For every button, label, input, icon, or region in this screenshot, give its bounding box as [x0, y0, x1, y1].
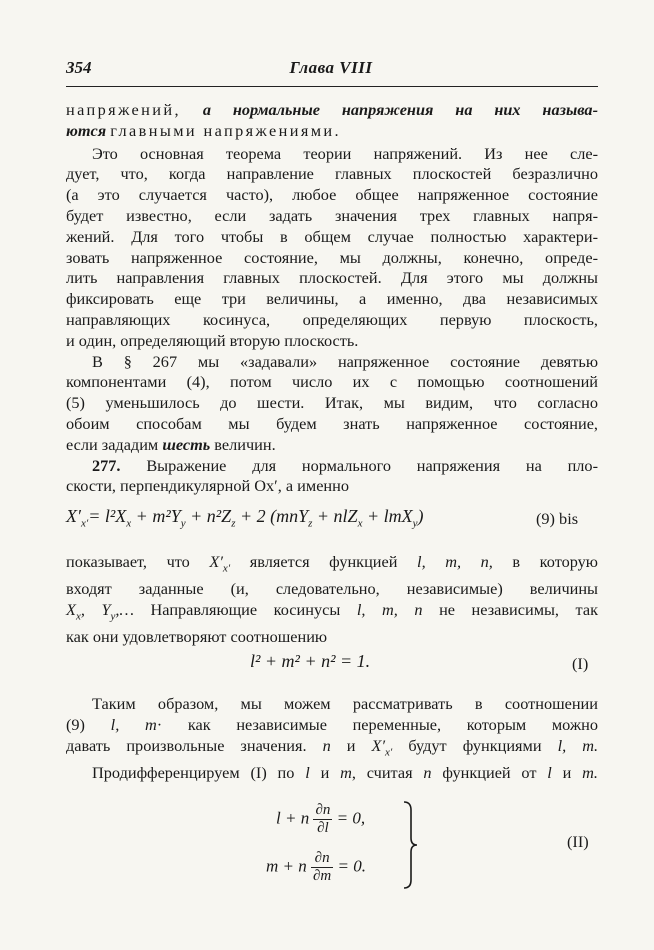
- paragraph-3: В § 267 мы «задавали» напряженное состояние девятью компонентами (4), потом число их с помощью соотношений (5) уменьшилось до шести. Итак, мы видим, что согласно обоим способам мы будем знать напряженное состояние, если зададим шесть величин.: [66, 351, 598, 454]
- page-number: 354: [66, 58, 92, 77]
- equation-9-bis: $X'_{x'}= l^2X_x + m^2Y_y + n^2Z_z + 2$ (mnY$_z$ + nlZ$_x$ + lmX$_y$): [66, 506, 424, 530]
- paragraph-5: показывает, что $X'_{x'}$ является функцией l, m, n, в которую входят заданные (и, следовательно, независимые) величины $X_x$, $Y_y,\dots$ Направляющие косинусы l, m, n не независимы, так как они удовлетворяют соотношению: [66, 552, 599, 646]
- header-rule: [66, 86, 598, 87]
- equation-II-row-1: l + n $\frac{\partial n}{\partial l}$ = 0,: [276, 802, 366, 836]
- equation-II-row-2: m + n $\frac{\partial n}{\partial m}$ = 0.: [266, 850, 366, 884]
- paragraph-6: Таким образом, мы можем рассматривать в соотношении (9) l, m· как независимые переменные, которым можно давать произвольные значения. n и $X'_{x'}$ будут функциями l, m. Продифференцируем (I) по l и m, считая n функцией от l и m.: [66, 694, 599, 782]
- equation-I: l² + m² + n² = 1.: [250, 651, 371, 671]
- paragraph-2: Это основная теорема теории напряжений. Из нее сле- дует, что, когда направление главных плоскостей безразлично (а это случается часто), любое общее напряженное состояние будет известно, если задать значения трех главных напря- жений. Для того чтобы в общем случае полностью характери- зовать напряженное состояние, мы должны, конечно, опреде- лить направления главных плоскостей. Для этого мы должны фиксировать еще три величины, а именно, два независимых направляющих косинуса, определяющих первую плоскость, и один, определяющий вторую плоскость.: [66, 143, 598, 350]
- equation-II-tag: (II): [567, 832, 589, 851]
- page-header: [66, 58, 596, 84]
- paragraph-7: Продифференцируем (I) по l и m, считая n функцией от l и m.: [92, 762, 598, 782]
- section-number: 277.: [92, 455, 121, 475]
- equation-I-tag: (I): [572, 654, 589, 673]
- paragraph-1: напряжений, а нормальные напряжения на них называ- ются главными напряжениями.: [66, 100, 598, 140]
- partial-fraction-1: $\frac{\partial n}{\partial l}$: [315, 802, 331, 836]
- right-brace-icon: [400, 800, 420, 890]
- chapter-title: Глава VIII: [289, 58, 373, 77]
- body-text: [66, 100, 598, 497]
- paragraph-4: 277. Выражение для нормального напряжения на пло- скости, перпендикулярной Ox′, а именно: [66, 455, 598, 496]
- partial-fraction-2: $\frac{\partial n}{\partial m}$: [313, 850, 332, 884]
- equation-9-tag: (9) bis: [536, 509, 579, 528]
